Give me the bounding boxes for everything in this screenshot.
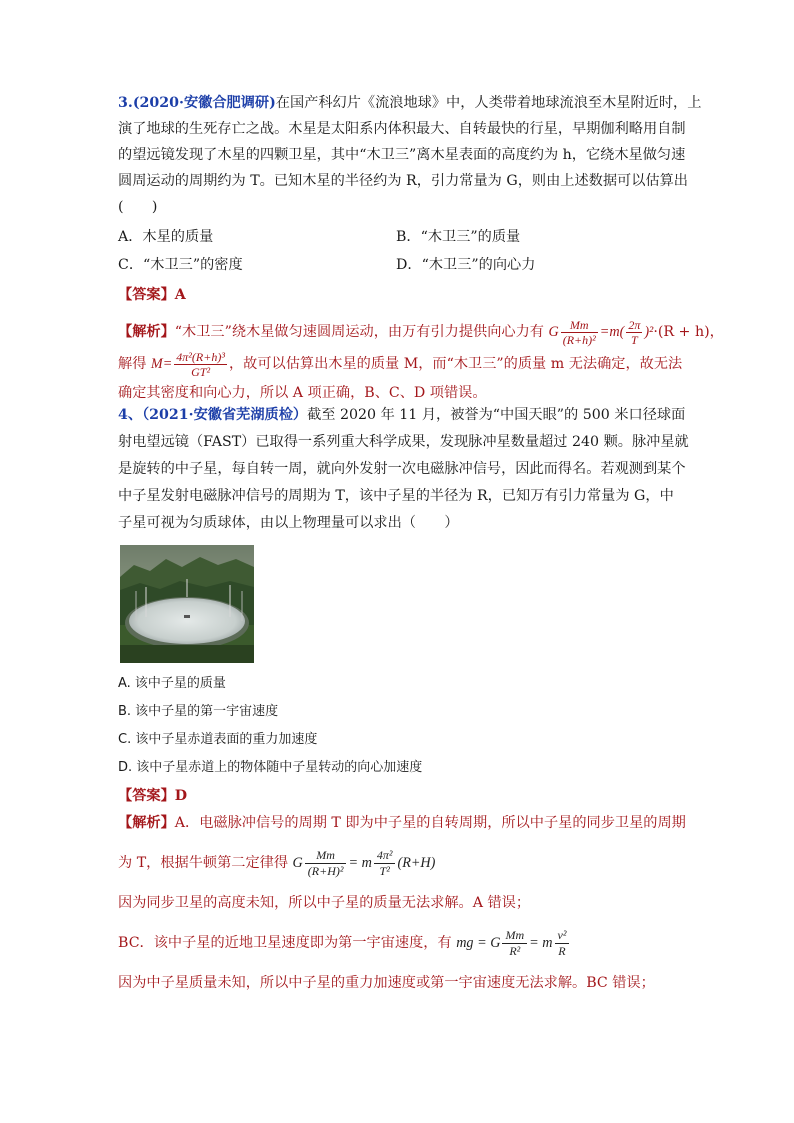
q3-option-b: B．“木卫三”的质量 bbox=[396, 229, 521, 245]
q4-line-3: 是旋转的中子星，每自转一周，就向外发射一次电磁脉冲信号，因此而得名。若观测到某个 bbox=[118, 461, 686, 477]
q3-line-1: 3.(2020·安徽合肥调研)在国产科幻片《流浪地球》中，人类带着地球流浪至木星附近时，上 bbox=[118, 95, 702, 111]
q4-option-a: A. 该中子星的质量 bbox=[118, 676, 226, 691]
q4-formula-2: mg = G $\frac{Mm}{\text{R²}}$ = m $\frac{\text{v²}}{R}$ bbox=[456, 935, 571, 951]
q3-option-a: A．木星的质量 bbox=[118, 229, 214, 245]
q4-line-1: 4、（2021·安徽省芜湖质检）截至 2020 年 11 月，被誉为“中国天眼”的 500 米口径球面 bbox=[118, 407, 686, 423]
q4-analysis bbox=[118, 808, 686, 998]
q4-analysis-line-4: BC．该中子星的近地卫星速度即为第一宇宙速度，有 mg = G $\frac{Mm}{\text{R²}}$ = m $\frac{\text{v²}}{R}$ bbox=[118, 918, 678, 968]
q4-options bbox=[118, 670, 678, 782]
question-4 bbox=[118, 402, 689, 537]
q4-option-c: C. 该中子星赤道表面的重力加速度 bbox=[118, 732, 318, 747]
q3-analysis-line-3: 确定其密度和向心力，所以 A 项正确，B、C、D 项错误。 bbox=[118, 385, 487, 401]
q4-analysis-line-2: 为 T，根据牛顿第二定律得 G $\frac{Mm}{\text{(R+H)²}}$ = m $\frac{\text{4π²}}{\text{T²}}$ (R+H) bbox=[118, 848, 436, 879]
q3-option-d: D．“木卫三”的向心力 bbox=[396, 257, 536, 273]
q4-answer: 【答案】D bbox=[118, 788, 188, 804]
q3-formula-1: G $\frac{Mm}{\text{(R+h)²}}$ =m( $\frac{2\pi}{T}$ )² bbox=[548, 318, 654, 348]
q3-option-c: C．“木卫三”的密度 bbox=[118, 257, 243, 273]
q4-analysis-line-1: 【解析】A．电磁脉冲信号的周期 T 即为中子星的自转周期，所以中子星的同步卫星的周期 bbox=[118, 815, 686, 831]
q4-analysis-line-3: 因为同步卫星的高度未知，所以中子星的质量无法求解。A 错误； bbox=[118, 895, 531, 911]
q4-option-b: B. 该中子星的第一宇宙速度 bbox=[118, 704, 279, 719]
q3-formula-2: M= $\frac{\text{4π²(R+h)³}}{\text{GT²}}$ bbox=[150, 350, 225, 380]
q3-analysis bbox=[118, 316, 724, 406]
q4-line-2: 射电望远镜（FAST）已取得一系列重大科学成果，发现脉冲星数量超过 240 颗。脉冲星就 bbox=[118, 434, 689, 450]
fast-telescope-image bbox=[120, 545, 254, 663]
q4-formula-1: G $\frac{Mm}{\text{(R+H)²}}$ = m $\frac{\text{4π²}}{\text{T²}}$ (R+H) bbox=[292, 848, 436, 879]
q3-analysis-line-1: 【解析】“木卫三”绕木星做匀速圆周运动，由万有引力提供向心力有 G $\frac{Mm}{\text{(R+h)²}}$ =m( $\frac{2\pi}{T}$ )²·(R + h)， bbox=[118, 318, 724, 348]
q4-line-5: 子星可视为匀质球体，由以上物理量可以求出（ ） bbox=[118, 515, 459, 531]
question-3 bbox=[118, 90, 702, 220]
q4-line-4: 中子星发射电磁脉冲信号的周期为 T，该中子星的半径为 R，已知万有引力常量为 G，中 bbox=[118, 488, 674, 504]
q3-analysis-line-2: 解得 M= $\frac{\text{4π²(R+h)³}}{\text{GT²}}$ ，故可以估算出木星的质量 M，而“木卫三”的质量 m 无法确定，故无法 bbox=[118, 350, 683, 380]
q3-line-4: 圆周运动的周期约为 T。已知木星的半径约为 R，引力常量为 G，则由上述数据可以估算出 bbox=[118, 173, 688, 189]
q4-option-d: D. 该中子星赤道上的物体随中子星转动的向心加速度 bbox=[118, 760, 423, 775]
q3-line-3: 的望远镜发现了木星的四颗卫星，其中“木卫三”离木星表面的高度约为 h，它绕木星做匀速 bbox=[118, 147, 686, 163]
q3-line-2: 演了地球的生死存亡之战。木星是太阳系内体积最大、自转最快的行星，早期伽利略用自制 bbox=[118, 121, 686, 137]
q4-analysis-line-5: 因为中子星质量未知，所以中子星的重力加速度或第一宇宙速度无法求解。BC 错误； bbox=[118, 975, 655, 991]
q3-bracket: ( ) bbox=[118, 199, 158, 215]
q3-answer: 【答案】A bbox=[118, 287, 186, 303]
q3-options bbox=[118, 223, 678, 279]
